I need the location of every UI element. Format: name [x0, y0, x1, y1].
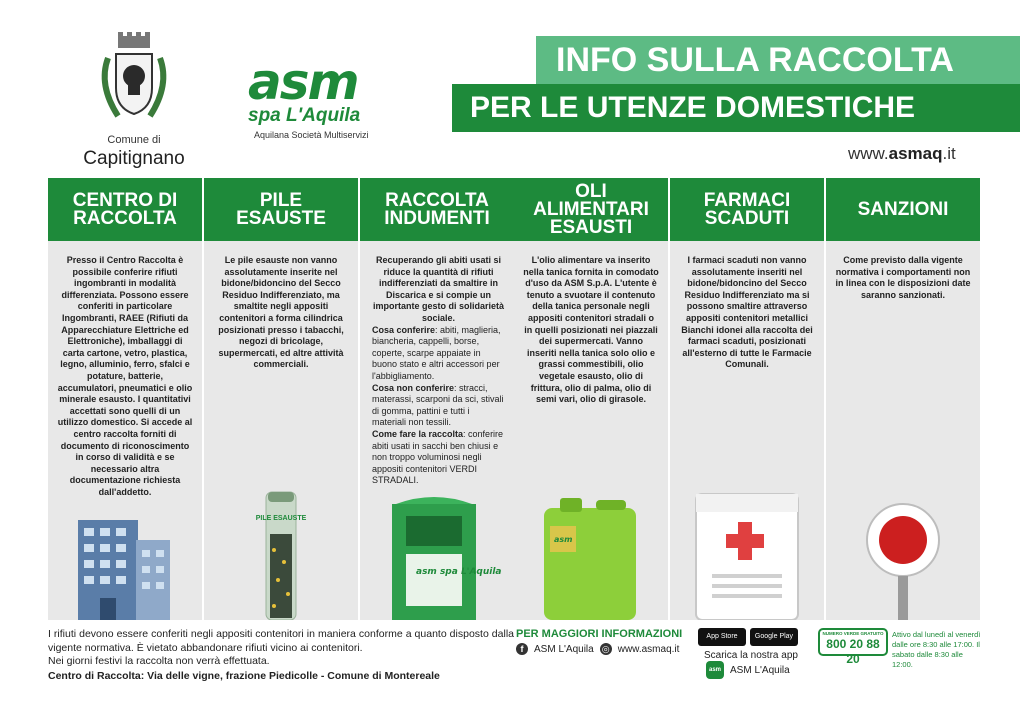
- column-title: CENTRO DI RACCOLTA: [48, 178, 202, 241]
- comune-crest: [74, 30, 194, 170]
- how-label: Come fare la raccolta: [372, 428, 464, 439]
- pharma-bin-icon: [670, 490, 824, 620]
- column-title: PILE ESAUSTE: [204, 178, 358, 241]
- pile-bin-label: PILE ESAUSTE: [255, 515, 307, 522]
- footer-address: Centro di Raccolta: Via delle vigne, frazione Piedicolle - Comune di Montereale: [48, 669, 440, 682]
- google-play-badge[interactable]: Google Play: [750, 628, 798, 646]
- footer-notes: [48, 628, 514, 683]
- toll-free-number[interactable]: [818, 628, 888, 666]
- footer-holiday: Nei giorni festivi la raccolta non verrà effettuata.: [48, 655, 270, 667]
- indumenti-not: [372, 383, 505, 429]
- website-suffix: .it: [942, 144, 956, 163]
- indumenti-how: [372, 429, 505, 487]
- asm-caption: Aquilana Società Multiservizi: [254, 130, 369, 140]
- how-text: : conferire abiti usati in sacchi ben chiusi e non troppo voluminosi negli appositi contenitori VERDI STRADALI.: [372, 428, 504, 486]
- column-farmaci-scaduti: [670, 178, 824, 620]
- column-body: I farmaci scaduti non vanno assolutamente inseriti nel bidone/bidoncino del Secco Residuo Indifferenziato ma si possono smaltire attraverso appositi contenitori metallici Bianchi idonei alla raccolta dei farmaci scaduti, posizionati all'esterno di tutte le Farmacie Comunali.: [681, 255, 813, 370]
- app-download-text: Scarica la nostra app: [704, 650, 798, 661]
- title-line-2: PER LE UTENZE DOMESTICHE: [452, 84, 1020, 132]
- container-logo-label: asm spa L'Aquila: [416, 567, 502, 577]
- battery-bin-icon: [204, 490, 358, 620]
- column-body: L'olio alimentare va inserito nella tanica fornita in comodato d'uso da ASM S.p.A. L'utente è tenuto a svuotare il contenuto della tanica personale negli appositi contenitori stradali o in quelli posizionati nei piazzali dei supermercati. Vanno inseriti nella tanica solo olio e grassi commestibili, olio vegetale esausto, olio di frittura, olio di palma, olio di semi vari, olio di girasole.: [523, 255, 659, 405]
- app-store-badge[interactable]: App Store: [698, 628, 746, 646]
- website-link[interactable]: www.asmaq.it: [617, 643, 680, 655]
- column-sanzioni: [826, 178, 980, 620]
- website-prefix: www.: [848, 144, 889, 163]
- title-line-1: INFO SULLA RACCOLTA: [536, 36, 1020, 84]
- clothes-container-icon: [360, 490, 514, 620]
- comune-label: Comune di: [107, 134, 161, 146]
- phone-label: NUMERO VERDE GRATUITO: [822, 631, 884, 636]
- not-text: : stracci, materassi, scarponi da sci, stivali di gomma, pattini e tutti i materiali non tessili.: [372, 382, 504, 428]
- building-icon: [48, 490, 202, 620]
- oil-jerrycan-icon: [514, 490, 668, 620]
- asm-logo-word: asm: [248, 53, 358, 111]
- comune-name: Capitignano: [83, 148, 185, 169]
- header-website[interactable]: [848, 144, 956, 164]
- jerrycan-logo-label: asm: [554, 535, 573, 544]
- store-badges: [698, 628, 798, 646]
- column-body: Presso il Centro Raccolta è possibile conferire rifiuti ingombranti in modalità differenziata. Possono essere conferiti in particolare Ingombranti, RAEE (Rifiuti da Apparecchiature Elettriche ed Elettroniche), imballaggi di carta cartone, vetro, plastica, legno, alluminio, ferro, sfalci e potature, batterie, accumulatori, pneumatici e olio minerale esausto. I quantitativi accettati sono quelli di un utilizzo domestico. Si accede al centro raccolta forniti di documento di riconoscimento in corso di validità e se necessario altra documentazione richiesta dall'addetto.: [57, 255, 193, 497]
- opening-hours: Attivo dal lunedì al venerdì dalle ore 8:30 alle 17:00. Il sabato dalle 8:30 alle 12:00.: [892, 630, 981, 669]
- globe-icon: ◎: [600, 643, 612, 655]
- facebook-link[interactable]: ASM L'Aquila: [534, 643, 594, 655]
- what-label: Cosa conferire: [372, 324, 436, 335]
- column-title: SANZIONI: [826, 178, 980, 241]
- column-raccolta-indumenti: [360, 178, 514, 620]
- facebook-icon: f: [516, 643, 528, 655]
- indumenti-what: [372, 325, 505, 383]
- column-centro-raccolta: [48, 178, 202, 620]
- asm-logo-sub: spa L'Aquila: [248, 105, 361, 126]
- column-body: Come previsto dalla vigente normativa i comportamenti non in linea con le disposizioni date saranno sanzionati.: [835, 255, 971, 300]
- social-links: [516, 643, 679, 655]
- column-title: FARMACI SCADUTI: [670, 178, 824, 241]
- indumenti-intro: Recuperando gli abiti usati si riduce la quantità di rifiuti indifferenziati da smaltire in Discarica e si compie un importante gesto di solidarietà sociale.: [372, 255, 505, 323]
- crest-icon: [94, 30, 174, 130]
- column-title: RACCOLTA INDUMENTI: [360, 178, 514, 241]
- not-label: Cosa non conferire: [372, 382, 455, 393]
- website-bold: asmaq: [888, 144, 943, 163]
- what-text: : abiti, maglieria, biancheria, cappelli, borse, coperte, scarpe appaiate in buono stato e altri accessori per l'abbigliamento.: [372, 324, 501, 381]
- footer-notice: I rifiuti devono essere conferiti negli appositi contenitori in maniera conforme a quanto disposto dalla vigente normativa. È vietato abbandonare rifiuti vicino ai contenitori.: [48, 628, 514, 654]
- app-name: ASM L'Aquila: [730, 664, 790, 676]
- column-pile-esauste: [204, 178, 358, 620]
- column-body: [360, 241, 514, 487]
- asm-app-icon[interactable]: asm: [706, 661, 724, 679]
- asm-logo: [248, 53, 398, 150]
- column-oli-alimentari: [514, 178, 668, 620]
- phone-number: 800 20 88 20: [826, 637, 880, 666]
- column-body: Le pile esauste non vanno assolutamente inserite nel bidone/bidoncino del Secco Residuo Indifferenziato, ma smaltite negli appositi contenitori a forma cilindrica posizionati presso i tabacchi, negozi di bricolage, supermercati, ed altre attività commerciali.: [218, 255, 344, 370]
- more-info-heading: PER MAGGIORI INFORMAZIONI: [516, 628, 683, 640]
- column-title: OLI ALIMENTARI ESAUSTI: [514, 178, 668, 241]
- stop-sign-icon: [826, 490, 980, 620]
- app-line: [706, 661, 790, 679]
